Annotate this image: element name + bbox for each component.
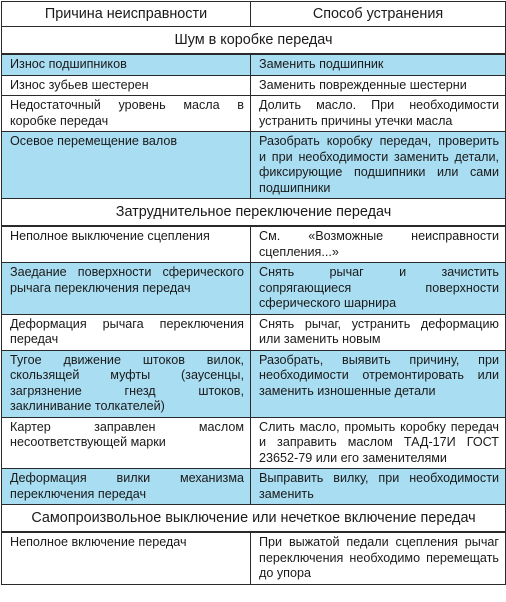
fix-cell: Выправить вилку, при необходимости заменить: [251, 469, 506, 505]
cause-cell: Деформация вилки механизма переключения передач: [2, 469, 251, 505]
fault-table: [1, 1, 506, 585]
cause-cell: Неполное включение передач: [2, 532, 251, 584]
table-row: [2, 54, 506, 75]
table-row: [2, 96, 506, 132]
header-cause: Причина неисправности: [2, 2, 251, 27]
section-row: [2, 199, 506, 227]
cause-cell: Деформация рычага переключения передач: [2, 314, 251, 350]
fix-cell: Снять рычаг и зачистить сопрягающиеся поверхности сферического шарнира: [251, 263, 506, 315]
cause-cell: Тугое движение штоков вилок, скользящей муфты (заусенцы, загрязнение гнезд штоков, заклинивание толкателей): [2, 350, 251, 417]
section-row: [2, 27, 506, 55]
fix-cell: Долить масло. При необходимости устранить причины утечки масла: [251, 96, 506, 132]
fix-cell: Слить масло, промыть коробку передач и заправить маслом ТАД-17И ГОСТ 23652-79 или его заменителями: [251, 417, 506, 469]
section-title: Самопроизвольное выключение или нечеткое включение передач: [2, 505, 506, 533]
table-row: [2, 417, 506, 469]
cause-cell: Неполное выключение сцепления: [2, 226, 251, 263]
fix-cell: При выжатой педали сцепления рычаг переключения необходимо перемещать до упора: [251, 532, 506, 584]
table-row: [2, 132, 506, 199]
fix-cell: Разобрать, выявить причину, при необходимости отремонтировать или заменить изношенные детали: [251, 350, 506, 417]
cause-cell: Износ подшипников: [2, 54, 251, 75]
fix-cell: Заменить подшипник: [251, 54, 506, 75]
cause-cell: Недостаточный уровень масла в коробке передач: [2, 96, 251, 132]
table-row: [2, 263, 506, 315]
fix-cell: См. «Возможные неисправности сцепления...»: [251, 226, 506, 263]
table-row: [2, 469, 506, 505]
fix-cell: Разобрать коробку передач, проверить и при необходимости заменить детали, фиксирующие подшипники или сами подшипники: [251, 132, 506, 199]
fix-cell: Снять рычаг, устранить деформацию или заменить новым: [251, 314, 506, 350]
table-row: [2, 75, 506, 96]
table-row: [2, 226, 506, 263]
section-title: Затруднительное переключение передач: [2, 199, 506, 227]
cause-cell: Заедание поверхности сферического рычага переключения передач: [2, 263, 251, 315]
cause-cell: Износ зубьев шестерен: [2, 75, 251, 96]
table-row: [2, 532, 506, 584]
fix-cell: Заменить поврежденные шестерни: [251, 75, 506, 96]
header-fix: Способ устранения: [251, 2, 506, 27]
table-row: [2, 314, 506, 350]
table-row: [2, 350, 506, 417]
cause-cell: Осевое перемещение валов: [2, 132, 251, 199]
header-row: [2, 2, 506, 27]
section-row: [2, 505, 506, 533]
section-title: Шум в коробке передач: [2, 27, 506, 55]
cause-cell: Картер заправлен маслом несоответствующей марки: [2, 417, 251, 469]
